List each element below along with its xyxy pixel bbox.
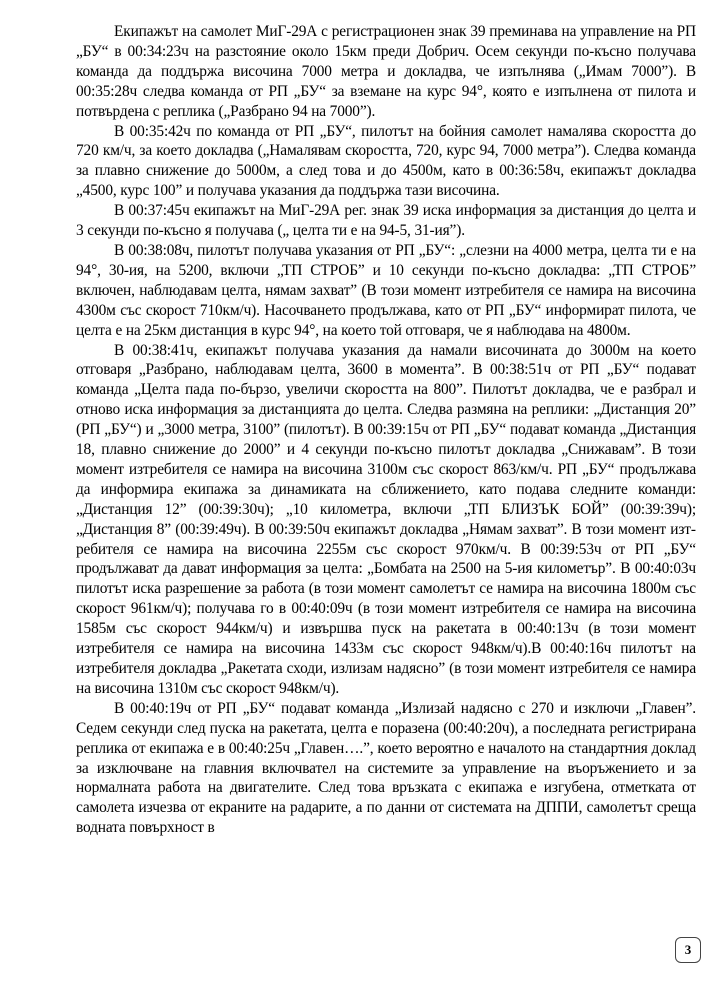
page-number: 3 bbox=[675, 937, 701, 963]
paragraph-2: В 00:35:42ч по команда от РП „БУ“, пилотът на бойния самолет намалява скоростта до 720 км/ч, за което докладва („Намалявам скоростта, 720, курс 94, 7000 метра”). Следва команда за плавно снижение до 5000м, а след това и до 4500м, като в 00:36:58ч, екипажът докладва „4500, курс 100” и получава указания да поддържа тази височина. bbox=[76, 122, 696, 200]
paragraph-4: В 00:38:08ч, пилотът получава указания от РП „БУ“: „слезни на 4000 метра, целта ти е на 94°, 30-ия, на 5200, включи „ТП СТРОБ” и 10 секунди по-късно докладва: „ТП СТРОБ” включен, наблюдавам целта, нямам захват” (В този момент изтребителя се намира на височина 4300м със скорост 710км/ч). Насочването продължава, като от РП „БУ“ информират пилота, че целта е на 25км дистанция в курс 94°, на което той отговаря, че я наблюдава на 4800м. bbox=[76, 241, 696, 339]
paragraph-6: В 00:40:19ч от РП „БУ“ подават команда „Излизай надясно с 270 и изключи „Главен”. Седем секунди след пуска на ракетата, целта е поразена (00:40:20ч), а последната регистрирана реплика от екипажа е в 00:40:25ч „Главен….”, което вероятно е началото на стандартния доклад за изключване на главния включвател на системите за управление на въоръжението и за нормалната работа на двигателите. След това връзката с екипажа е изгубена, отметката от самолета изчезва от екраните на радарите, а по данни от системата на ДППИ, самолетът среща водната повърхност в bbox=[76, 699, 696, 837]
body-text bbox=[76, 22, 696, 838]
paragraph-5: В 00:38:41ч, екипажът получава указания да намали височината до 3000м на което отговаря „Разбрано, наблюдавам целта, 3600 в момента”. В 00:38:51ч от РП „БУ“ подават команда „Целта пада по-бързо, увеличи скоростта на 800”. Пилотът докладва, че е разбрал и отново иска информация за дистанцията до целта. Следва размяна на реплики: „Дистанция 20” (РП „БУ“) и „3000 метра, 3100” (пилотът). В 00:39:15ч от РП „БУ“ подават команда „Дистанция 18, плавно снижение до 2000” и 4 секунди по-късно пилотът докладва „Снижавам”. В този момент изтребителя се намира на височина 3100м със скорост 863/км/ч. РП „БУ“ продължава да информира екипажа за динамиката на сближението, като подава следните команди: „Дистанция 12” (00:39:30ч); „10 километра, включи „ТП БЛИЗЪК БОЙ” (00:39:39ч); „Дистанция 8” (00:39:49ч). В 00:39:50ч екипажът докладва „Нямам захват”. В този момент изтребителя се намира на височина 2255м със скорост 970км/ч. В 00:39:53ч от РП „БУ“ продължават да дават информация за целта: „Бомбата на 2500 на 5-ия километър”. В 00:40:03ч пилотът иска разрешение за работа (в този момент самолетът се намира на височина 1800м със скорост 961км/ч); получава го в 00:40:09ч (в този момент изтребителя се намира на височина 1585м със скорост 944км/ч) и извършва пуск на ракетата в 00:40:13ч (в този момент изтребителя се намира на височина 1433м със скорост 948км/ч).В 00:40:16ч пилотът на изтребителя докладва „Ракетата сходи, излизам надясно” (в този момент изтребителя се намира на височина 1310м със скорост 948км/ч). bbox=[76, 341, 696, 697]
paragraph-1: Екипажът на самолет МиГ-29А с регистрационен знак 39 преминава на управление на РП „БУ“ в 00:34:23ч на разстояние около 15км преди Добрич. Осем секунди по-късно получава команда да поддържа височина 7000 метра и докладва, че изпълнява („Имам 7000”). В 00:35:28ч следва команда от РП „БУ“ за вземане на курс 94°, която е изпълнена от пилота и потвърдена с реплика („Разбрано 94 на 7000”). bbox=[76, 23, 696, 120]
paragraph-3: В 00:37:45ч екипажът на МиГ-29А рег. знак 39 иска информация за дистанция до целта и 3 секунди по-късно я получава („ целта ти е на 94-5, 31-ия”). bbox=[76, 202, 696, 240]
